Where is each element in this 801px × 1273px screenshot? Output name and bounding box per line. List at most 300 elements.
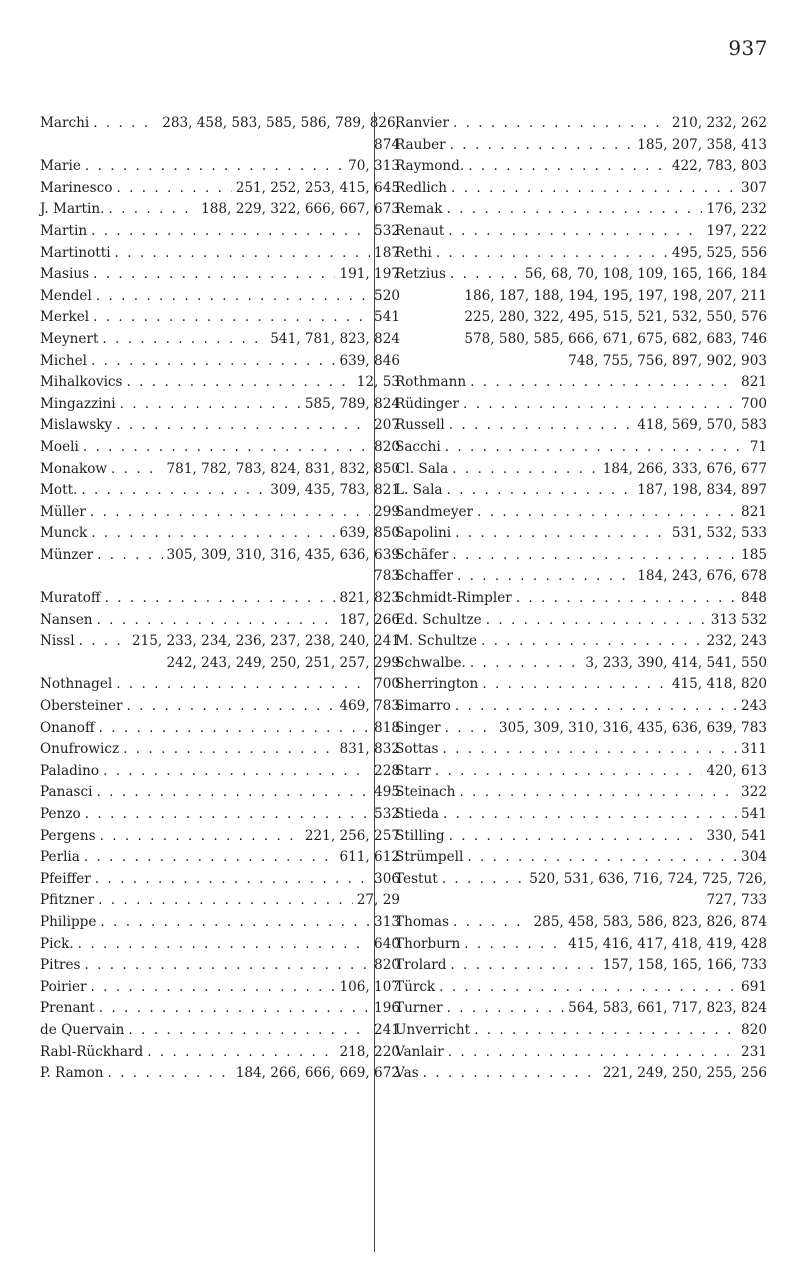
- dot-leader: [85, 804, 370, 826]
- entry-name: J. Martin.: [40, 201, 105, 218]
- entry-pages: 221, 249, 250, 255, 256: [602, 1065, 767, 1082]
- entry-pages: 700: [374, 676, 400, 693]
- dot-leader: [91, 221, 370, 243]
- index-entry: [395, 761, 767, 783]
- entry-name: Sandmeyer: [395, 503, 474, 520]
- entry-pages: 848: [741, 590, 767, 607]
- dot-leader: [470, 372, 737, 394]
- dot-leader: [127, 696, 336, 718]
- entry-pages: 305, 309, 310, 316, 435, 636, 639, 783: [498, 719, 767, 736]
- entry-pages: 306: [374, 870, 400, 887]
- entry-name: Vas: [395, 1065, 419, 1082]
- index-entry: [395, 156, 767, 178]
- index-entry: [40, 199, 400, 221]
- dot-leader: [439, 977, 737, 999]
- entry-name: Retzius: [395, 266, 446, 283]
- entry-name: Monakow: [40, 460, 108, 477]
- page-number: 937: [728, 36, 768, 60]
- dot-leader: [447, 998, 564, 1020]
- dot-leader: [147, 1042, 335, 1064]
- dot-leader: [116, 415, 370, 437]
- dot-leader: [481, 631, 702, 653]
- index-entry: [40, 178, 400, 200]
- entry-pages-continued: 748, 755, 756, 897, 902, 903: [568, 352, 767, 369]
- index-entry: [395, 912, 767, 934]
- dot-leader: [447, 480, 634, 502]
- entry-name: Panasci: [40, 784, 93, 801]
- entry-pages-continued: 225, 280, 322, 495, 515, 521, 532, 550, 576: [464, 309, 767, 326]
- dot-leader: [455, 696, 737, 718]
- index-entry: [40, 782, 400, 804]
- entry-name: Testut: [395, 870, 438, 887]
- dot-leader: [445, 437, 746, 459]
- index-entry: [40, 221, 400, 243]
- entry-pages: 184, 243, 676, 678: [637, 568, 767, 585]
- entry-pages: 231: [741, 1043, 767, 1060]
- entry-name: Mislawsky: [40, 417, 113, 434]
- dot-leader: [81, 480, 266, 502]
- entry-pages: 820: [374, 438, 400, 455]
- index-entry: [395, 588, 767, 610]
- index-entry: [40, 243, 400, 265]
- dot-leader: [83, 437, 370, 459]
- dot-leader: [111, 459, 162, 481]
- index-entry: [40, 307, 400, 329]
- entry-pages: 184, 266, 666, 669, 672: [235, 1065, 400, 1082]
- entry-pages: 313: [374, 913, 400, 930]
- entry-name: Pick.: [40, 935, 74, 952]
- dot-leader: [102, 329, 266, 351]
- entry-pages: 221, 256, 257: [304, 827, 400, 844]
- entry-name: Russell: [395, 417, 445, 434]
- dot-leader: [99, 718, 370, 740]
- index-entry: [40, 977, 400, 999]
- index-entry: [40, 286, 400, 308]
- dot-leader: [97, 545, 162, 567]
- entry-name: Remak: [395, 201, 443, 218]
- dot-leader: [91, 977, 336, 999]
- index-entry: [395, 631, 767, 653]
- dot-leader: [93, 264, 335, 286]
- entry-pages: 541, 781, 823, 824: [270, 330, 400, 347]
- entry-name: Cl. Sala: [395, 460, 449, 477]
- entry-name: Nissl: [40, 633, 75, 650]
- entry-pages: 187, 266: [339, 611, 400, 628]
- index-entry: [40, 955, 400, 977]
- entry-name: Stieda: [395, 806, 439, 822]
- dot-leader: [435, 761, 703, 783]
- dot-leader: [423, 1063, 599, 1085]
- entry-name: Strümpell: [395, 849, 464, 866]
- entry-name: Schäfer: [395, 546, 449, 563]
- entry-pages: 215, 233, 234, 236, 237, 238, 240, 241: [131, 633, 400, 650]
- dot-leader: [450, 955, 598, 977]
- entry-pages: 311: [741, 741, 767, 758]
- entry-name: Pergens: [40, 827, 96, 844]
- index-entry: [395, 955, 767, 977]
- entry-pages: 541: [741, 806, 767, 822]
- index-entry: [40, 804, 400, 826]
- entry-name: Sottas: [395, 741, 439, 758]
- entry-name: Rauber: [395, 136, 446, 153]
- entry-pages: 818: [374, 719, 400, 736]
- dot-leader: [443, 804, 737, 826]
- entry-pages: 531, 532, 533: [671, 525, 767, 542]
- dot-leader: [127, 372, 353, 394]
- index-entry: [395, 1020, 767, 1042]
- entry-pages: 564, 583, 661, 717, 823, 824: [568, 1000, 767, 1017]
- entry-pages: 210, 232, 262: [671, 115, 767, 131]
- entry-name: Onanoff: [40, 719, 95, 736]
- entry-name: Mendel: [40, 287, 92, 304]
- entry-name: Sacchi: [395, 438, 441, 455]
- entry-pages: 196: [374, 1000, 400, 1017]
- entry-pages: 640: [374, 935, 400, 952]
- dot-leader: [477, 502, 737, 524]
- dot-leader: [450, 135, 634, 157]
- index-entry: [395, 847, 767, 869]
- index-entry: [40, 351, 400, 373]
- dot-leader: [84, 847, 336, 869]
- index-entry: [395, 934, 767, 956]
- entry-name: Sapolini: [395, 525, 452, 542]
- index-entry: [395, 394, 767, 416]
- dot-leader: [436, 243, 668, 265]
- dot-leader: [103, 761, 370, 783]
- index-column-left: [40, 113, 400, 1085]
- index-entry: [395, 199, 767, 221]
- entry-pages: 330, 541: [706, 827, 767, 844]
- entry-pages: 532: [374, 806, 400, 822]
- entry-name: Raymond.: [395, 158, 465, 175]
- dot-leader: [90, 502, 370, 524]
- entry-pages: 495, 525, 556: [671, 244, 767, 261]
- entry-name: Mott.: [40, 482, 78, 499]
- entry-pages: 56, 68, 70, 108, 109, 165, 166, 184: [524, 266, 767, 283]
- index-entry: [40, 718, 400, 740]
- entry-pages: 821: [741, 503, 767, 520]
- entry-name: Muratoff: [40, 590, 101, 607]
- dot-leader: [453, 113, 668, 135]
- entry-pages: 309, 435, 783, 821: [270, 482, 400, 499]
- index-entry: [40, 869, 400, 891]
- entry-name: Michel: [40, 352, 88, 369]
- entry-pages: 831, 832: [339, 741, 400, 758]
- entry-name: Rethi: [395, 244, 432, 261]
- entry-name: Simarro: [395, 698, 451, 715]
- entry-pages: 469, 783: [339, 698, 400, 715]
- entry-pages: 415, 416, 417, 418, 419, 428: [568, 935, 767, 952]
- entry-pages: 191, 197: [339, 266, 400, 283]
- entry-pages: 187: [374, 244, 400, 261]
- index-entry: [40, 480, 400, 502]
- entry-pages: 691: [741, 978, 767, 995]
- entry-name: Perlia: [40, 849, 80, 866]
- dot-leader: [470, 653, 582, 675]
- index-entry: [395, 415, 767, 437]
- entry-pages: 422, 783, 803: [671, 158, 767, 175]
- index-entry: [395, 977, 767, 999]
- entry-name: Mihalkovics: [40, 374, 123, 391]
- entry-name: Trolard: [395, 957, 447, 974]
- dot-leader: [451, 178, 737, 200]
- dot-leader: [486, 610, 707, 632]
- entry-name: Ed. Schultze: [395, 611, 482, 628]
- entry-name: Martin: [40, 222, 88, 239]
- index-entry: [395, 998, 767, 1020]
- entry-name: Prenant: [40, 1000, 95, 1017]
- dot-leader: [445, 718, 495, 740]
- index-entry: [395, 502, 767, 524]
- entry-name: de Quervain: [40, 1021, 125, 1038]
- index-entry: [395, 135, 767, 157]
- dot-leader: [459, 782, 737, 804]
- entry-name: Mingazzini: [40, 395, 116, 412]
- dot-leader: [79, 631, 128, 653]
- entry-name: Müller: [40, 503, 86, 520]
- index-entry: [40, 545, 400, 567]
- dot-leader: [468, 156, 668, 178]
- entry-name: Stilling: [395, 827, 445, 844]
- entry-pages: 207: [374, 417, 400, 434]
- entry-pages: 197, 222: [706, 222, 767, 239]
- index-entry: [40, 696, 400, 718]
- index-entry: [40, 415, 400, 437]
- index-entry: [40, 1020, 400, 1042]
- dot-leader: [450, 264, 521, 286]
- entry-pages: 611, 612: [339, 849, 400, 866]
- entry-pages: 520, 531, 636, 716, 724, 725, 726,: [529, 870, 767, 887]
- entry-pages: 307: [741, 179, 767, 196]
- dot-leader: [442, 869, 525, 891]
- entry-name: Sherrington: [395, 676, 479, 693]
- entry-pages: 821, 823: [339, 590, 400, 607]
- entry-name: Nansen: [40, 611, 93, 628]
- index-entry: [395, 782, 767, 804]
- dot-leader: [96, 782, 370, 804]
- entry-name: Rothmann: [395, 374, 467, 391]
- index-entry: [40, 459, 400, 481]
- index-entry: [395, 869, 767, 891]
- entry-name: Unverricht: [395, 1021, 471, 1038]
- dot-leader: [449, 415, 634, 437]
- index-entry: [40, 998, 400, 1020]
- index-entry: [40, 631, 400, 653]
- entry-pages: 232, 243: [706, 633, 767, 650]
- dot-leader: [93, 307, 370, 329]
- entry-name: Philippe: [40, 913, 97, 930]
- index-entry: [395, 610, 767, 632]
- index-entry: [40, 264, 400, 286]
- index-entry: [40, 1063, 400, 1085]
- dot-leader: [115, 243, 371, 265]
- entry-pages: 285, 458, 583, 586, 823, 826, 874: [533, 913, 767, 930]
- index-entry: [395, 480, 767, 502]
- entry-pages: 495: [374, 784, 400, 801]
- index-entry: [395, 459, 767, 481]
- entry-pages-continued: 727, 733: [706, 892, 767, 909]
- entry-pages: 218, 220: [339, 1043, 400, 1060]
- entry-pages: 27, 29: [356, 892, 400, 909]
- entry-name: Münzer: [40, 546, 94, 563]
- index-entry: [40, 502, 400, 524]
- dot-leader: [457, 566, 633, 588]
- dot-leader: [448, 221, 702, 243]
- entry-pages: 322: [741, 784, 767, 801]
- index-entry: [40, 934, 400, 956]
- entry-pages: 639, 846: [339, 352, 400, 369]
- entry-pages: 283, 458, 583, 585, 586, 789, 826,: [162, 115, 400, 131]
- index-entry: [40, 761, 400, 783]
- entry-name: Schmidt-Rimpler: [395, 590, 512, 607]
- entry-pages: 299: [374, 503, 400, 520]
- entry-pages: 639, 850: [339, 525, 400, 542]
- entry-name: Renaut: [395, 222, 445, 239]
- entry-name: M. Schultze: [395, 633, 478, 650]
- entry-name: Martinotti: [40, 244, 111, 261]
- dot-leader: [463, 394, 737, 416]
- entry-pages: 187, 198, 834, 897: [637, 482, 767, 499]
- index-entry: [40, 523, 400, 545]
- entry-pages: 176, 232: [706, 201, 767, 218]
- index-entry: [395, 113, 767, 135]
- index-entry: [395, 221, 767, 243]
- dot-leader: [97, 610, 336, 632]
- dot-leader: [108, 1063, 232, 1085]
- index-entry: [40, 890, 400, 912]
- dot-leader: [452, 545, 737, 567]
- index-entry: [40, 739, 400, 761]
- entry-name: Marie: [40, 158, 81, 175]
- entry-pages: 188, 229, 322, 666, 667, 673: [201, 201, 400, 218]
- entry-name: Redlich: [395, 179, 448, 196]
- index-entry: [40, 674, 400, 696]
- dot-leader: [100, 912, 370, 934]
- entry-name: P. Ramon: [40, 1065, 104, 1082]
- index-entry: [395, 718, 767, 740]
- entry-pages: 71: [749, 438, 767, 455]
- entry-pages: 313 532: [710, 611, 767, 628]
- entry-name: Singer: [395, 719, 441, 736]
- entry-name: Marinesco: [40, 179, 113, 196]
- index-entry: [40, 372, 400, 394]
- dot-leader: [120, 394, 301, 416]
- dot-leader: [91, 523, 335, 545]
- index-entry: [40, 588, 400, 610]
- entry-pages: 70, 313: [348, 158, 400, 175]
- entry-pages: 228: [374, 762, 400, 779]
- entry-pages: 185: [741, 546, 767, 563]
- entry-name: Turner: [395, 1000, 443, 1017]
- entry-name: Rüdinger: [395, 395, 460, 412]
- entry-pages: 12, 53: [356, 374, 400, 391]
- entry-pages: 241: [374, 1021, 400, 1038]
- index-entry: [395, 804, 767, 826]
- entry-pages: 820: [741, 1021, 767, 1038]
- entry-pages: 415, 418, 820: [671, 676, 767, 693]
- entry-name: Schaffer: [395, 568, 453, 585]
- entry-name: Vanlair: [395, 1043, 444, 1060]
- index-entry: [395, 566, 767, 588]
- index-entry: [395, 243, 767, 265]
- entry-name: Meynert: [40, 330, 99, 347]
- dot-leader: [467, 847, 737, 869]
- entry-pages-continued: 578, 580, 585, 666, 671, 675, 682, 683, 746: [464, 330, 767, 347]
- entry-name: Türck: [395, 978, 436, 995]
- index-entry: [40, 847, 400, 869]
- dot-leader: [443, 739, 738, 761]
- index-entry: [395, 1042, 767, 1064]
- entry-pages-continued: 186, 187, 188, 194, 195, 197, 198, 207, 211: [464, 287, 767, 304]
- entry-name: Marchi: [40, 115, 90, 131]
- index-entry: [40, 912, 400, 934]
- entry-pages: 184, 266, 333, 676, 677: [602, 460, 767, 477]
- dot-leader: [447, 199, 703, 221]
- dot-leader: [453, 912, 530, 934]
- entry-name: Penzo: [40, 806, 81, 822]
- index-entry: [395, 1063, 767, 1085]
- entry-name: Steinach: [395, 784, 456, 801]
- dot-leader: [105, 588, 336, 610]
- entry-pages: 821: [741, 374, 767, 391]
- entry-name: Starr: [395, 762, 431, 779]
- entry-name: Pfeiffer: [40, 870, 91, 887]
- index-entry: [40, 329, 400, 351]
- dot-leader: [100, 826, 301, 848]
- index-entry: [40, 826, 400, 848]
- index-entry: [395, 178, 767, 200]
- entry-name: Obersteiner: [40, 698, 123, 715]
- entry-name: Thomas: [395, 913, 449, 930]
- index-entry: [395, 739, 767, 761]
- dot-leader: [78, 934, 370, 956]
- index-entry: [40, 1042, 400, 1064]
- dot-leader: [448, 1042, 737, 1064]
- index-entry: [395, 372, 767, 394]
- index-column-right: [395, 113, 767, 1085]
- dot-leader: [116, 178, 231, 200]
- dot-leader: [116, 674, 370, 696]
- entry-name: Onufrowicz: [40, 741, 120, 758]
- dot-leader: [123, 739, 335, 761]
- entry-pages: 185, 207, 358, 413: [637, 136, 767, 153]
- entry-pages-continued: 783: [374, 568, 400, 585]
- entry-pages: 520: [374, 287, 400, 304]
- entry-pages: 157, 158, 165, 166, 733: [602, 957, 767, 974]
- dot-leader: [91, 351, 335, 373]
- dot-leader: [85, 156, 344, 178]
- dot-leader: [95, 869, 370, 891]
- entry-name: Munck: [40, 525, 88, 542]
- entry-name: Nothnagel: [40, 676, 113, 693]
- index-entry: [395, 264, 767, 286]
- dot-leader: [455, 523, 668, 545]
- entry-pages: 418, 569, 570, 583: [637, 417, 767, 434]
- entry-pages: 420, 613: [706, 762, 767, 779]
- entry-name: Merkel: [40, 309, 90, 326]
- index-entry: [40, 437, 400, 459]
- entry-pages: 532: [374, 222, 400, 239]
- entry-pages: 820: [374, 957, 400, 974]
- dot-leader: [99, 998, 370, 1020]
- dot-leader: [482, 674, 668, 696]
- entry-name: Thorburn: [395, 935, 461, 952]
- index-entry: [395, 523, 767, 545]
- entry-name: Rabl-Rückhard: [40, 1043, 144, 1060]
- dot-leader: [449, 826, 703, 848]
- dot-leader: [464, 934, 564, 956]
- entry-name: Moeli: [40, 438, 79, 455]
